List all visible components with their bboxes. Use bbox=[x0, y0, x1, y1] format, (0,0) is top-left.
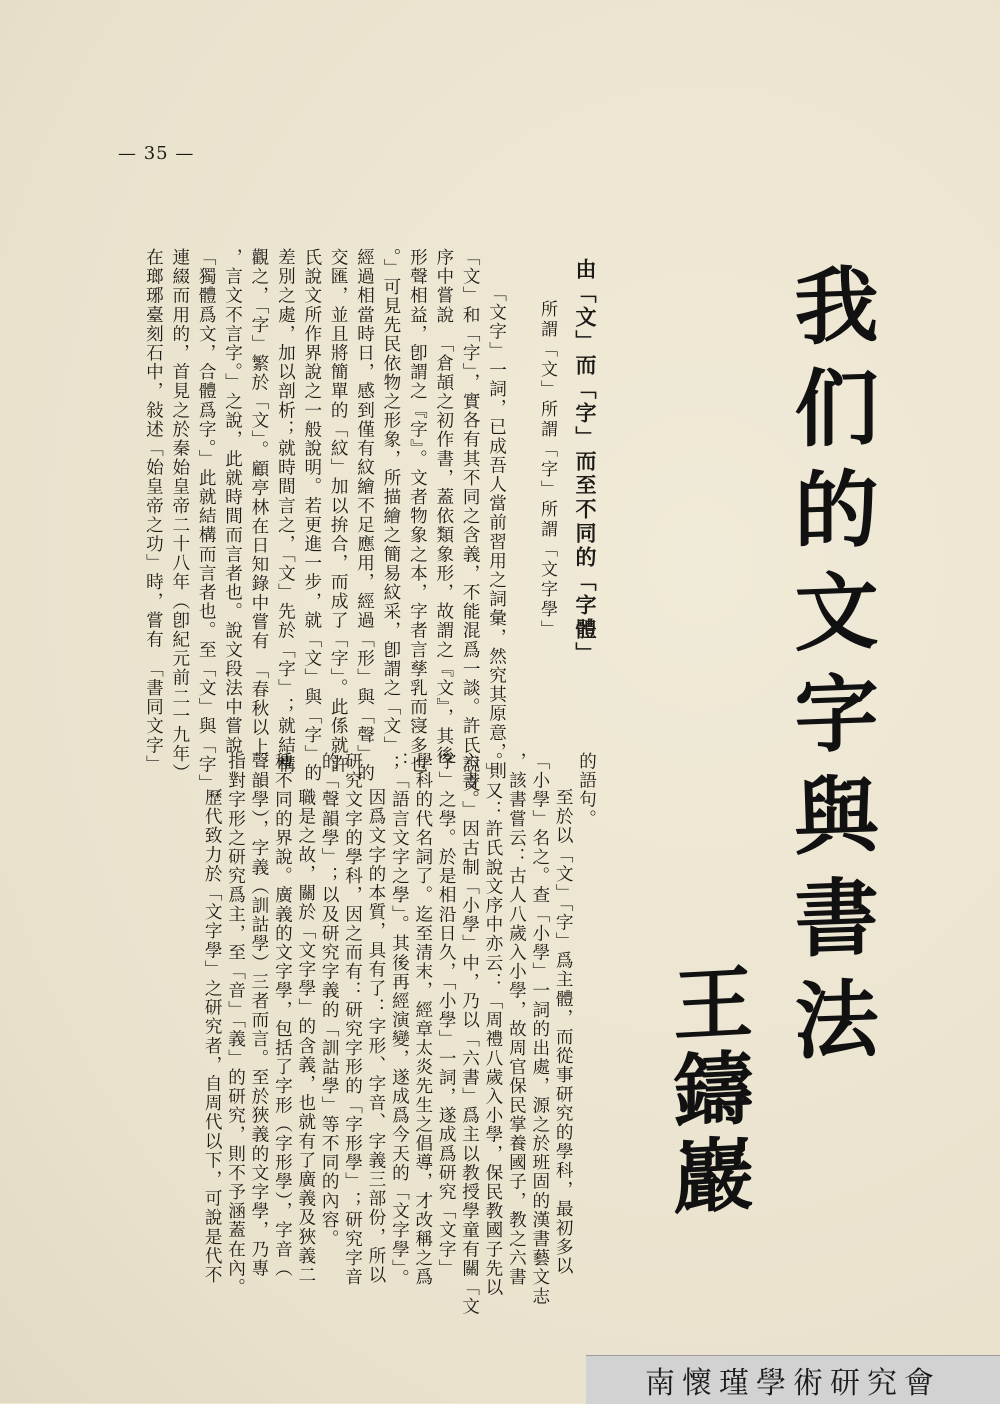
text-column: 歷代致力於「文字學」之研究者，自周代以下，可說是代不 bbox=[202, 788, 223, 1285]
text-column: ，言文不言字。」之說，此就時間而言者也。說文段法中嘗說 bbox=[222, 248, 243, 755]
text-column: 學科的代名詞了。迄至清末，經章太炎先生之倡導，才改稱之爲 bbox=[412, 752, 433, 1287]
text-column: 至於以「文」「字」爲主體，而從事研究的學科，最初多以 bbox=[553, 788, 574, 1276]
text-column: 經過相當時日，感到僅有紋繪不足應用，經過「形」與「聲」的 bbox=[354, 248, 375, 783]
text-column: 的語句。 bbox=[576, 752, 597, 829]
text-column: 氏說文所作界說之一般說明。若更進一步，就「文」與「字」的 bbox=[301, 248, 322, 783]
section-heading: 由「文」而「字」而至不同的「字體」 bbox=[573, 258, 598, 666]
text-column: 「獨體爲文，合體爲字。」此就結構而言者也。至「文」與「字」 bbox=[196, 248, 217, 794]
text-column: 職是之故，關於「文字學」的含義，也就有了廣義及狹義二 bbox=[295, 788, 316, 1285]
text-column: 字」之學。於是相沿日久，「小學」一詞，遂成爲研究「文字」 bbox=[436, 752, 457, 1278]
text-column: 「文」和「字」，實各有其不同之含義，不能混爲一談。許氏說文 bbox=[460, 248, 481, 794]
text-column: 的「聲韻學」；以及研究字義的「訓詁學」等不同的內容。 bbox=[319, 752, 340, 1249]
text-column: 連綴而用的，首見之於秦始皇帝二十八年（卽紀元前二一九年） bbox=[169, 248, 190, 783]
page-number: — 35 — bbox=[118, 143, 195, 164]
calligraphy-title: 我们的文字與書法 bbox=[781, 260, 880, 1080]
text-column: 「小學」名之。查「小學」一詞的出處，源之於班固的漢書藝文志 bbox=[529, 752, 550, 1306]
text-column: 研究文字的學科，因之而有：研究字形的「字形學」；研究字音 bbox=[342, 752, 363, 1287]
text-column: 差別之處，加以剖析；就時間言之，「文」先於「字」；就結構 bbox=[275, 248, 296, 774]
text-column: ：「語言文字之學」。其後再經演變，遂成爲今天的「文字學」。 bbox=[389, 752, 410, 1289]
text-column: 種不同的界說。廣義的文字學，包括了字形（字形學），字音（ bbox=[272, 752, 293, 1278]
text-column: 指對字形之研究爲主，至「音」「義」的研究，則不予涵蓋在內。 bbox=[225, 752, 246, 1298]
text-column: ，該書嘗云：古人八歲入小學，故周官保民掌養國子，教之六書 bbox=[506, 752, 527, 1287]
text-column: 交匯，並且將簡單的「紋」加以拚合，而成了「字」。此係就許 bbox=[328, 248, 349, 774]
text-column: 。」可見先民依物之形象，所描繪之簡易紋采，卽謂之「文」； bbox=[380, 248, 401, 774]
text-column: 序中嘗說 「倉頡之初作書，蓋依類象形，故謂之『文』，其後 bbox=[433, 248, 454, 766]
text-column: 形聲相益，卽謂之『字』。文者物象之本，字者言孳乳而寖多也 bbox=[407, 248, 428, 774]
text-column: 聲韻學），字義（訓詁學）三者而言。至於狹義的文字學，乃專 bbox=[248, 752, 269, 1278]
text-column: 在瑯琊臺刻石中，敍述「始皇帝之功」時，嘗有 「書同文字」 bbox=[143, 248, 164, 774]
section-subheading: 所謂「文」所謂「字」所謂「文字學」 bbox=[537, 300, 557, 640]
text-column: 「文字」一詞，已成吾人當前習用之詞彙，然究其原意，則 bbox=[486, 284, 507, 781]
text-column: 觀之，「字」繁於「文」。顧亭林在日知錄中嘗有 「春秋以上 bbox=[248, 248, 269, 757]
text-column: 。」又：許氏說文序中亦云：「周禮八歲入小學，保民教國子先以 bbox=[482, 752, 503, 1298]
watermark-banner: 南懷瑾學術研究會 bbox=[586, 1355, 1000, 1404]
calligraphy-author: 王鑄巖 bbox=[660, 959, 754, 1223]
text-column: 六書。」因古制「小學」中，乃以「六書」爲主以教授學童有關「文 bbox=[459, 752, 480, 1317]
text-column: 因爲文字的本質，具有了：字形、字音、字義三部份，所以 bbox=[365, 788, 386, 1285]
